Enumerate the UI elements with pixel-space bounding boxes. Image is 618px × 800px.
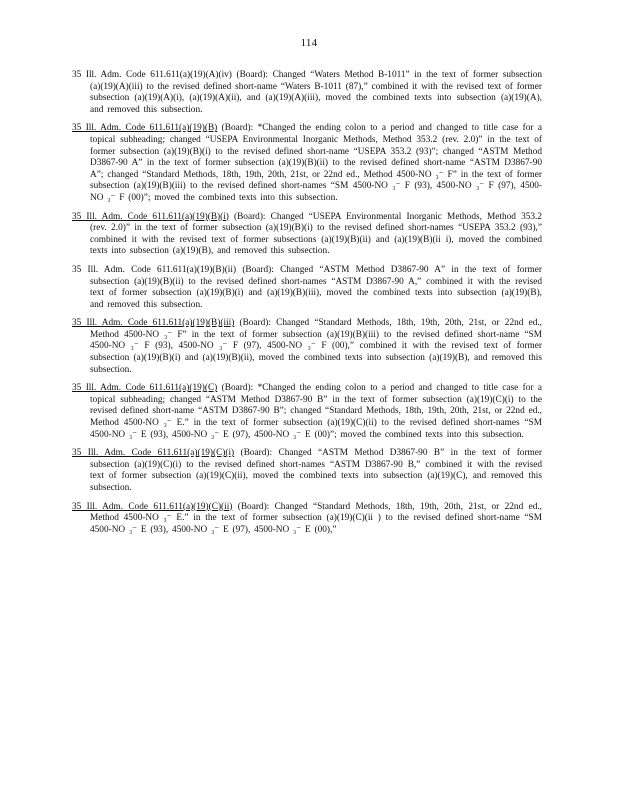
- amendment-entry: [72, 318, 542, 376]
- code-reference: 35 Ill. Adm. Code 611.611(a)(19)(B): [72, 123, 218, 134]
- amendment-entry: [72, 70, 542, 116]
- page-number: 114: [300, 37, 318, 49]
- amendment-entry: [72, 383, 542, 441]
- code-reference: 35 Ill. Adm. Code 611.611(a)(19)(B)(i): [72, 211, 229, 222]
- amendment-entry: [72, 212, 542, 258]
- code-reference: 35 Ill. Adm. Code 611.611(a)(19)(A)(iv): [72, 70, 232, 80]
- code-reference: 35 Ill. Adm. Code 611.611(a)(19)(B)(iii): [72, 318, 235, 329]
- entry-text: (Board): Changed “Waters Method B-1011” in the text of former subsection (a)(19)(A)(iii) to the revised defined short-name “Waters B-1011 (87),” combined it with the revised text of former subsection (a)(19)(A)(i), (a)(19)(A)(ii), and (a)(19)(A)(iii), moved the combined texts into subsection (a)(19)(A), and removed this subsection.: [90, 70, 543, 115]
- amendment-entry: [72, 502, 542, 537]
- entry-text: (Board): Changed “USEPA Environmental Inorganic Methods, Method 353.2 (rev. 2.0)” in the text of former subsection (a)(19)(B)(i) to the revised defined short-names “USEPA 353.2 (93),” combined it with the revised text of former subsections (a)(19)(B)(ii) and (a)(19)(B)(ii i), moved the combined texts into subsection (a)(19)(B), and removed this subsection.: [90, 211, 542, 257]
- amendment-entry: [72, 448, 542, 494]
- entry-text: (Board): Changed “ASTM Method D3867-90 A” in the text of former subsection (a)(19)(B)(ii) to the revised defined short-names “ASTM D3867-90 A,” combined it with the revised text of former subsection (a)(19)(B)(i) and (a)(19)(B)(iii), moved the combined texts into subsection (a)(19)(B), and removed this subsection.: [90, 264, 542, 310]
- entry-text: (Board): *Changed the ending colon to a period and changed to title case for a topical subheading; changed “USEPA Environmental Inorganic Methods, Method 353.2 (rev. 2.0)” in the text of former subsection (a)(19)(B)(i) to the revised defined short-name “USEPA 353.2 (93)”; changed “ASTM Method D3867-90 A” in the text of former subsection (a)(19)(B)(ii) to the revised defined short-name “ASTM D3867-90 A”; changed “Standard Methods, 18th, 19th, 20th, 21st, or 22nd ed., Method 4500-NO ₃⁻ F” in the text of former subsection (a)(19)(B)(iii) to the revised defined short-names “SM 4500-NO ₃⁻ F (93), 4500-NO ₃⁻ F (97), 4500-NO ₃⁻ F (00)”; moved the combined texts into this subsection.: [90, 123, 543, 203]
- amendment-entry: [72, 265, 542, 311]
- amendment-entry: [72, 123, 542, 204]
- entry-text: (Board): *Changed the ending colon to a period and changed to title case for a topical subheading; changed “ASTM Method D3867-90 B” in the text of former subsection (a)(19)(C)(i) to the revised defined short-name “ASTM D3867-90 B”; changed “Standard Methods, 18th, 19th, 20th, 21st, or 22nd ed., Method 4500-NO ₃⁻ E.” in the text of former subsection (a)(19)(C)(ii) to the revised defined short-names “SM 4500-NO ₃⁻ E (93), 4500-NO ₃⁻ E (97), 4500-NO ₃⁻ E (00)”; moved the combined texts into this subsection.: [90, 383, 543, 440]
- amendment-list: [72, 70, 542, 543]
- code-reference: 35 Ill. Adm. Code 611.611(a)(19)(C): [72, 383, 218, 394]
- code-reference: 35 Ill. Adm. Code 611.611(a)(19)(C)(i): [72, 448, 235, 459]
- entry-text: (Board): Changed “Standard Methods, 18th, 19th, 20th, 21st, or 22nd ed., Method 4500-NO ₃⁻ F” in the text of former subsection (a)(19)(B)(iii) to the revised defined short-name “SM 4500-NO ₃⁻ F (93), 4500-NO ₃⁻ F (97), 4500-NO ₃⁻ F (00),” combined it with the revised text of former subsection (a)(19)(B)(i) and (a)(19)(B)(ii), moved the combined texts into subsection (a)(19)(B), and removed this subsection.: [90, 318, 542, 375]
- code-reference: 35 Ill. Adm. Code 611.611(a)(19)(C)(ii): [72, 501, 233, 512]
- entry-text: (Board): Changed “Standard Methods, 18th, 19th, 20th, 21st, or 22nd ed., Method 4500-NO ₃⁻ E.” in the text of former subsection (a)(19)(C)(ii ) to the revised defined short-name “SM 4500-NO ₃⁻ E (93), 4500-NO ₃⁻ E (97), 4500-NO ₃⁻ E (00),”: [90, 501, 542, 535]
- entry-text: (Board): Changed “ASTM Method D3867-90 B” in the text of former subsection (a)(19)(C)(i) to the revised defined short-names “ASTM D3867-90 B,” combined it with the revised text of former subsection (a)(19)(C)(ii), moved the combined texts into subsection (a)(19)(C), and removed this subsection.: [90, 448, 542, 493]
- code-reference: 35 Ill. Adm. Code 611.611(a)(19)(B)(ii): [72, 264, 237, 275]
